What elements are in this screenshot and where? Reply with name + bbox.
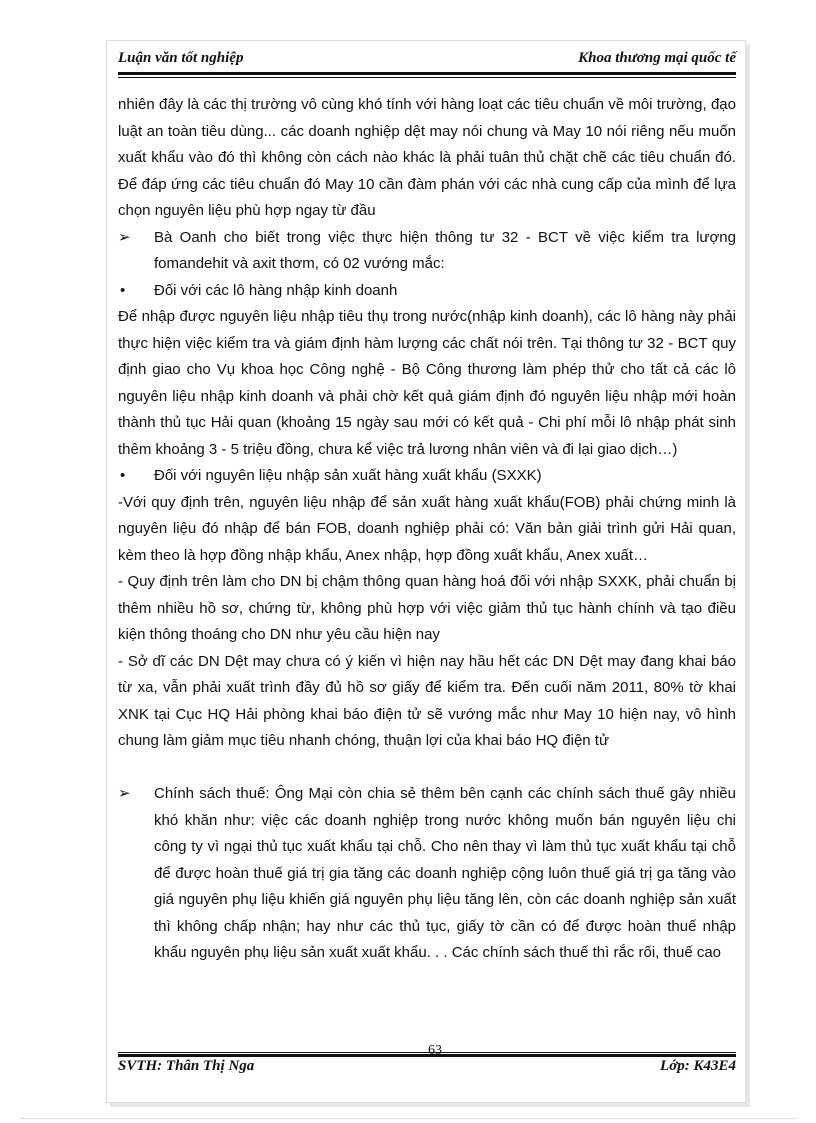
paragraph-intro: nhiên đây là các thị trường vô cùng khó tính với hàng loạt các tiêu chuẩn về môi trường, đạo luật an toàn tiêu dùng... các doanh nghiệp dệt may nói chung và May 10 nói riêng nếu muốn xuất khẩu vào đó thì không còn cách nào khác là phải tuân thủ chặt chẽ các tiêu chuẩn đó. Để đáp ứng các tiêu chuẩn đó May 10 cần đàm phán với các nhà cung cấp của mình để lựa chọn nguyên liệu phù hợp ngay từ đầu	[118, 96, 736, 219]
header-faculty-label: Khoa thương mại quốc tế	[578, 50, 736, 66]
paragraph-import-business: Để nhập được nguyên liệu nhập tiêu thụ trong nước(nhập kinh doanh), các lô hàng này phải thực hiện việc kiểm tra và giám định hàm lượng các chất nói trên. Tại thông tư 32 - BCT quy định giao cho Vụ khoa học Công nghệ - Bộ Công thương làm phép thử cho tất cả các lô nguyên liệu nhập kinh doanh và phải chờ kết quả giám định đó nguyên liệu nhập mới hoàn thành thủ tục Hải quan (khoảng 15 ngày sau mới có kết quả - Chi phí mỗi lô nhập phát sinh thêm khoảng 3 - 5 triệu đồng, chưa kể việc trả lương nhân viên và đi lại giao dịch…)	[118, 308, 736, 458]
page-number: 63	[428, 1043, 442, 1058]
paragraph-delay-clearance: - Quy định trên làm cho DN bị chậm thông quan hàng hoá đối với nhập SXXK, phải chuẩn bị thêm nhiều hồ sơ, chứng từ, không phù hợp với việc giảm thủ tục hành chính và tạo điều kiện thông thoáng cho DN như yêu cầu hiện nay	[118, 573, 736, 643]
header-rule-thick	[118, 72, 736, 75]
dot-bullet-import-business	[118, 278, 736, 305]
paragraph-fob-regulation: -Với quy định trên, nguyên liệu nhập để sản xuất hàng xuất khẩu(FOB) phải chứng minh là nguyên liệu đó nhập để bán FOB, doanh nghiệp phải có: Văn bản giải trình gửi Hải quan, kèm theo là hợp đồng nhập khẩu, Anex nhập, hợp đồng xuất khẩu, Anex xuất…	[118, 493, 736, 564]
page-header	[118, 46, 736, 72]
page-shadow-bottom	[110, 1103, 750, 1107]
arrow-bullet-tax-policy	[118, 781, 736, 967]
page-shadow-right	[746, 44, 750, 1107]
dot-bullet-text: Đối với nguyên liệu nhập sản xuất hàng xuất khẩu (SXXK)	[154, 467, 542, 484]
arrow-bullet-text: Chính sách thuế: Ông Mại còn chia sẻ thêm bên cạnh các chính sách thuế gây nhiều khó khăn như: việc các doanh nghiệp trong nước không muốn bán nguyên liệu chi công ty vì ngại thủ tục xuất khẩu tại chỗ. Cho nên thay vì làm thủ tục xuất khẩu tại chỗ để được hoàn thuế giá trị gia tăng các doanh nghiệp cộng luôn thuế giá trị ga tăng vào giá nguyên phụ liệu khiến giá nguyên phụ liệu tăng lên, còn các doanh nghiệp sản xuất thì không chấp nhận; hay như các thủ tục, giấy tờ cần có để được hoàn thuế nhập khẩu nguyên phụ liệu sản xuất xuất khẩu. . . Các chính sách thuế thì rắc rối, thuế cao	[154, 785, 736, 961]
footer-rule-thin	[118, 1052, 736, 1053]
arrow-bullet-text: Bà Oanh cho biết trong việc thực hiện thông tư 32 - BCT về việc kiểm tra lượng fomandehit và axit thơm, có 02 vướng mắc:	[154, 228, 736, 272]
arrow-bullet-icon: ➢	[118, 785, 131, 802]
header-thesis-label: Luận văn tốt nghiệp	[118, 50, 244, 66]
footer-student-label: SVTH: Thân Thị Nga	[118, 1058, 255, 1074]
blank-line	[118, 755, 736, 782]
document-body	[118, 92, 736, 967]
footer-class-label: Lớp: K43E4	[660, 1058, 736, 1074]
bottom-dotted-line	[20, 1118, 796, 1119]
dot-bullet-icon: •	[120, 281, 126, 299]
dot-bullet-import-production	[118, 463, 736, 490]
dot-bullet-icon: •	[120, 467, 126, 484]
arrow-bullet-icon: ➢	[118, 228, 131, 246]
dot-bullet-text: Đối với các lô hàng nhập kinh doanh	[154, 281, 398, 299]
header-rule-thin	[118, 77, 736, 78]
arrow-bullet-circular-32	[118, 225, 736, 278]
page-footer	[118, 1056, 736, 1080]
paragraph-electronic-declaration: - Sở dĩ các DN Dệt may chưa có ý kiến vì hiện nay hầu hết các DN Dệt may đang khai báo từ xa, vẫn phải xuất trình đầy đủ hồ sơ giấy để kiểm tra. Đến cuối năm 2011, 80% tờ khai XNK tại Cục HQ Hải phòng khai báo điện tử sẽ vướng mắc như May 10 hiện nay, vô hình chung làm giảm mục tiêu nhanh chóng, thuận lợi của khai báo HQ điện tử	[118, 652, 736, 749]
